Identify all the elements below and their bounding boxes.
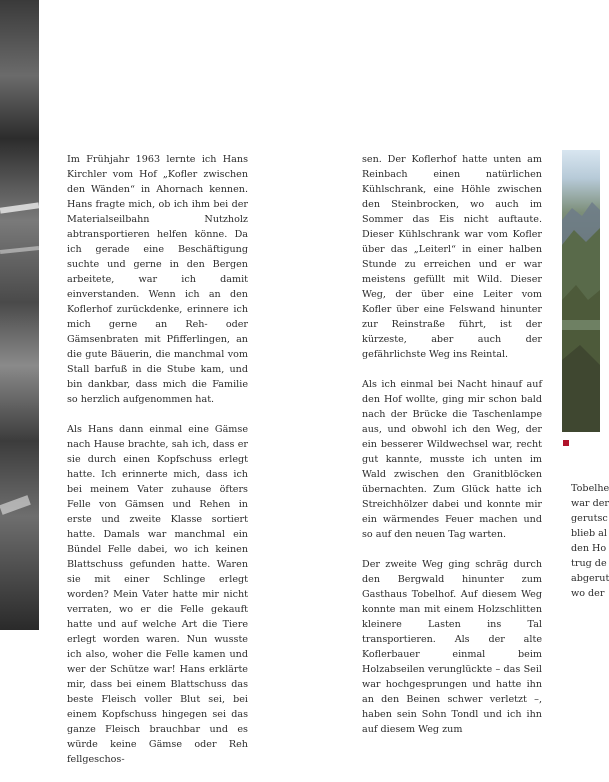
paragraph: Der zweite Weg ging schräg durch den Bergwald hinunter zum Gasthaus Tobelhof. Auf diesem Weg konnte man mit einem Holzschlitten kleinere Lasten ins Tal transportieren. Als der alte Koflerbauer einmal beim Holzabseilen verunglückte – das Seil war hochgesprungen und hatte ihn an den Beinen schwer verletzt –, haben sein Sohn Tondl und ich ihn auf diesem Weg zum (362, 559, 542, 735)
text-column-right-clipped (571, 481, 609, 601)
photo-left-edge (0, 0, 39, 630)
text-line: den Ho (571, 543, 607, 554)
text-line: Tobelhe (571, 483, 609, 494)
text-column-left (67, 152, 248, 782)
text-line: wo der (571, 588, 605, 599)
text-line: abgerut (571, 573, 609, 584)
paragraph: Als ich einmal bei Nacht hinauf auf den Hof wollte, ging mir schon bald nach der Brücke die Taschenlampe aus, und obwohl ich den Weg, der ein besserer Wildwechsel war, recht gut kannte, musste ich unten im Wald zwischen den Granitblöcken übernachten. Zum Glück hatte ich Streichhölzer dabei und konnte mir ein wärmendes Feuer machen und so auf den neuen Tag warten. (362, 379, 542, 540)
paragraph: Als Hans dann einmal eine Gämse nach Hause brachte, sah ich, dass er sie durch einen Kopfschuss erlegt hatte. Ich erinnerte mich, dass ich bei meinem Vater zuhause öfters Felle von Gämsen und Rehen in erste und zweite Klasse sortiert hatte. Damals war manchmal ein Bündel Felle dabei, wo ich keinen Blattschuss gefunden hatte. Waren sie mit einer Schlinge erlegt worden? Mein Vater hatte mir nicht verraten, wo er die Felle gekauft hatte und auf welche Art die Tiere erlegt worden waren. Nun wusste ich also, woher die Felle kamen und wer der Schütze war! Hans erklärte mir, dass bei einem Blattschuss das beste Fleisch voller Blut sei, bei einem Kopfschuss hingegen sei das ganze Fleisch brauchbar und es würde keine Gämse oder Reh fellgeschos- (67, 424, 248, 765)
text-line: war der (571, 498, 609, 509)
photo-right-mountains (562, 150, 600, 432)
text-line: gerutsc (571, 513, 608, 524)
paragraph: sen. Der Koflerhof hatte unten am Reinbach einen natürlichen Kühlschrank, eine Höhle zwischen den Steinbrocken, wo auch im Sommer das Eis nicht auftaute. Dieser Kühlschrank war vom Kofler über das „Leiterl“ in einer halben Stunde zu erreichen und er war meistens gefüllt mit Wild. Dieser Weg, der über eine Leiter vom Kofler über eine Felswand hinunter zur Reinstraße führt, ist der kürzeste, aber auch der gefährlichste Weg ins Reintal. (362, 154, 542, 360)
caption-marker (563, 440, 569, 446)
text-column-middle (362, 152, 542, 752)
text-line: blieb al (571, 528, 607, 539)
paragraph: Im Frühjahr 1963 lernte ich Hans Kirchler vom Hof „Kofler zwischen den Wänden“ in Ahornach kennen. Hans fragte mich, ob ich ihm bei der Materialseilbahn Nutzholz abtransportieren helfen könne. Da ich gerade eine Beschäftigung suchte und gerne in den Bergen arbeitete, war ich damit einverstanden. Wenn ich an den Koflerhof zurückdenke, erinnere ich mich gerne an Reh- oder Gämsenbraten mit Pfifferlingen, an die gute Bäuerin, die manchmal vom Stall barfuß in die Stube kam, und bin dankbar, dass mich die Familie so herzlich aufgenommen hat. (67, 154, 248, 405)
text-line: trug de (571, 558, 607, 569)
